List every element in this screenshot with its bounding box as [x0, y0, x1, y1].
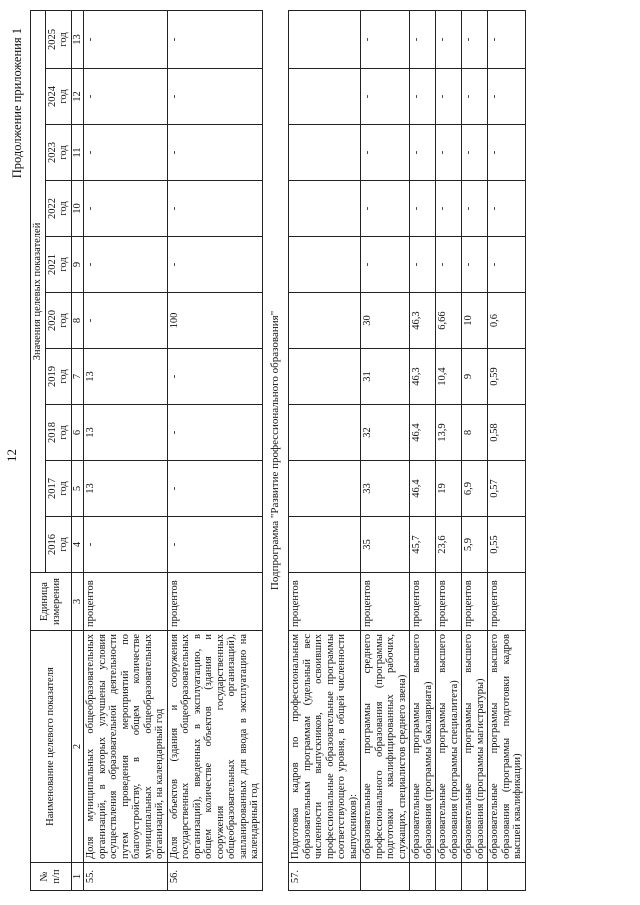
row-number: 55.: [84, 863, 168, 891]
value-cell: 46,4: [410, 405, 436, 461]
value-cell: 45,7: [410, 517, 436, 573]
value-cell: -: [488, 181, 526, 237]
value-cell: 46,3: [410, 349, 436, 405]
column-number: 4: [71, 517, 84, 573]
value-cell: 19: [436, 461, 462, 517]
value-cell: -: [488, 125, 526, 181]
value-cell: -: [436, 10, 462, 68]
column-number: 9: [71, 237, 84, 293]
header-year: 2021 год: [45, 237, 71, 293]
value-cell: -: [361, 10, 410, 68]
value-cell: 31: [361, 349, 410, 405]
value-cell: 6,66: [436, 293, 462, 349]
value-cell: -: [84, 293, 168, 349]
value-cell: 0,6: [488, 293, 526, 349]
value-cell: 32: [361, 405, 410, 461]
value-cell: 0,59: [488, 349, 526, 405]
value-cell: 10: [462, 293, 488, 349]
subprogram-row: [262, 10, 289, 890]
unit-cell: процентов: [289, 573, 361, 631]
column-number: 11: [71, 125, 84, 181]
value-cell: 0,58: [488, 405, 526, 461]
rows-after-subprogram: [289, 10, 526, 890]
value-cell: -: [436, 69, 462, 125]
column-number: 12: [71, 69, 84, 125]
unit-cell: процентов: [436, 573, 462, 631]
table-row: [167, 10, 262, 890]
header-year: 2023 год: [45, 125, 71, 181]
value-cell: 10,4: [436, 349, 462, 405]
header-year: 2022 год: [45, 181, 71, 237]
row-number: 57.: [289, 863, 361, 891]
value-cell: -: [436, 125, 462, 181]
column-number: 6: [71, 405, 84, 461]
column-number: 8: [71, 293, 84, 349]
value-cell: 13: [84, 405, 168, 461]
row-number: [488, 863, 526, 891]
unit-cell: процентов: [167, 573, 262, 631]
value-cell: -: [462, 10, 488, 68]
column-number: 5: [71, 461, 84, 517]
value-cell: 0,57: [488, 461, 526, 517]
value-cell: 30: [361, 293, 410, 349]
rows-before-subprogram: [84, 10, 263, 890]
unit-cell: процентов: [488, 573, 526, 631]
indicator-name: образовательные программы высшего образования (программы бакалавриата): [410, 631, 436, 863]
table-row: [361, 10, 410, 890]
value-cell: -: [167, 517, 262, 573]
value-cell: -: [167, 10, 262, 68]
column-number: 13: [71, 10, 84, 68]
value-cell: -: [410, 69, 436, 125]
row-number: 56.: [167, 863, 262, 891]
value-cell: 5,9: [462, 517, 488, 573]
column-number-row: [71, 10, 84, 890]
value-cell: [289, 181, 361, 237]
value-cell: -: [410, 237, 436, 293]
indicator-name: образовательные программы высшего образования (программы магистратуры): [462, 631, 488, 863]
indicator-name: образовательные программы высшего образования (программы специалитета): [436, 631, 462, 863]
value-cell: 13,9: [436, 405, 462, 461]
value-cell: -: [462, 237, 488, 293]
unit-cell: процентов: [84, 573, 168, 631]
value-cell: [289, 69, 361, 125]
indicator-name: образовательные программы среднего профессионального образования (программы подготовки квалифицированных рабочих, служащих, специалистов среднего звена): [361, 631, 410, 863]
value-cell: [289, 293, 361, 349]
value-cell: -: [488, 237, 526, 293]
value-cell: 0,55: [488, 517, 526, 573]
indicators-table: [30, 10, 526, 891]
row-number: [361, 863, 410, 891]
value-cell: 46,3: [410, 293, 436, 349]
value-cell: -: [462, 69, 488, 125]
value-cell: [289, 349, 361, 405]
header-year: 2019 год: [45, 349, 71, 405]
value-cell: -: [488, 10, 526, 68]
indicator-name: Доля муниципальных общеобразовательных организаций, в которых улучшены условия осуществления образовательной деятельности путем проведения мероприятий по благоустройству, в общем количестве муниципальных общеобразовательных организаций, на календарный год: [84, 631, 168, 863]
header-values-group: Значения целевых показателей: [31, 10, 46, 572]
subprogram-title: Подпрограмма "Развитие профессионального образования": [268, 310, 281, 591]
header-num: № п/п: [31, 863, 72, 891]
value-cell: 46,4: [410, 461, 436, 517]
value-cell: -: [436, 237, 462, 293]
value-cell: -: [410, 10, 436, 68]
value-cell: -: [462, 181, 488, 237]
column-number: 2: [71, 631, 84, 863]
indicator-name: образовательные программы высшего образования (программы подготовки кадров высшей квалификации): [488, 631, 526, 863]
value-cell: -: [167, 405, 262, 461]
unit-cell: процентов: [410, 573, 436, 631]
value-cell: -: [167, 69, 262, 125]
value-cell: -: [361, 125, 410, 181]
indicator-name: Подготовка кадров по профессиональным образовательным программам (удельный вес численности выпускников, освоивших профессиональные образовательные программы соответствующего уровня, в общей численности выпускников):: [289, 631, 361, 863]
value-cell: [289, 461, 361, 517]
value-cell: -: [167, 461, 262, 517]
indicator-name: Доля объектов (здания и сооружения государственных общеобразовательных организаций), введенных в эксплуатацию, в общем количестве объектов (здания и сооружения государственных общеобразовательных организаций), запланированных для ввода в эксплуатацию на календарный год: [167, 631, 262, 863]
column-number: 10: [71, 181, 84, 237]
value-cell: -: [410, 181, 436, 237]
header-year: 2024 год: [45, 69, 71, 125]
value-cell: -: [361, 69, 410, 125]
row-number: [410, 863, 436, 891]
unit-cell: процентов: [462, 573, 488, 631]
value-cell: -: [488, 69, 526, 125]
unit-cell: процентов: [361, 573, 410, 631]
value-cell: 6,9: [462, 461, 488, 517]
value-cell: -: [361, 181, 410, 237]
header-unit: Единица измерения: [31, 573, 72, 631]
value-cell: 33: [361, 461, 410, 517]
header-year: 2016 год: [45, 517, 71, 573]
value-cell: [289, 517, 361, 573]
value-cell: [289, 10, 361, 68]
value-cell: -: [167, 237, 262, 293]
table-row: [84, 10, 168, 890]
header-year: 2018 год: [45, 405, 71, 461]
value-cell: -: [462, 125, 488, 181]
continuation-label: Продолжение приложения 1: [10, 28, 24, 179]
page-number: 12: [4, 449, 19, 462]
value-cell: [289, 405, 361, 461]
table-row: [462, 10, 488, 890]
value-cell: -: [84, 69, 168, 125]
row-number: [436, 863, 462, 891]
value-cell: 23,6: [436, 517, 462, 573]
value-cell: -: [84, 125, 168, 181]
value-cell: -: [167, 181, 262, 237]
value-cell: -: [410, 125, 436, 181]
value-cell: -: [84, 517, 168, 573]
table-row: [436, 10, 462, 890]
value-cell: -: [84, 237, 168, 293]
value-cell: -: [84, 181, 168, 237]
value-cell: 100: [167, 293, 262, 349]
value-cell: 13: [84, 349, 168, 405]
header-name: Наименование целевого показателя: [31, 631, 72, 863]
value-cell: [289, 237, 361, 293]
value-cell: 9: [462, 349, 488, 405]
header-year: 2020 год: [45, 293, 71, 349]
header-year: 2017 год: [45, 461, 71, 517]
value-cell: -: [167, 349, 262, 405]
column-number: 3: [71, 573, 84, 631]
value-cell: 8: [462, 405, 488, 461]
value-cell: 13: [84, 461, 168, 517]
row-number: [462, 863, 488, 891]
column-number: 1: [71, 863, 84, 891]
header-year: 2025 год: [45, 10, 71, 68]
value-cell: [289, 125, 361, 181]
value-cell: 35: [361, 517, 410, 573]
value-cell: -: [167, 125, 262, 181]
table-row: [410, 10, 436, 890]
value-cell: -: [436, 181, 462, 237]
column-number: 7: [71, 349, 84, 405]
table-row: [289, 10, 361, 890]
value-cell: -: [361, 237, 410, 293]
value-cell: -: [84, 10, 168, 68]
table-row: [488, 10, 526, 890]
